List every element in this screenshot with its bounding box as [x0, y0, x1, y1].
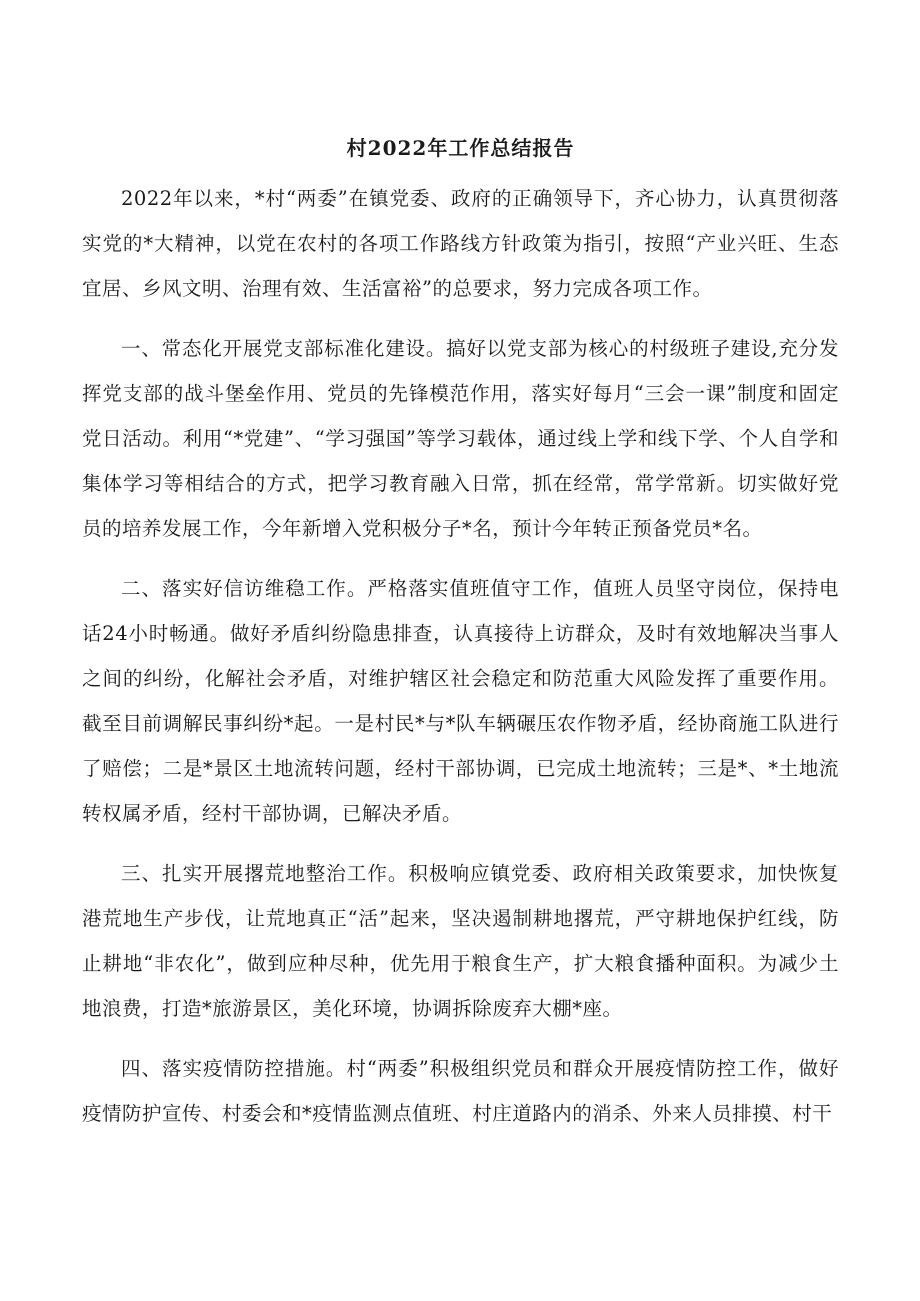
- paragraph-party-branch: 一、常态化开展党支部标准化建设。搞好以党支部为核心的村级班子建设,充分发挥党支部的战斗堡垒作用、党员的先锋模范作用，落实好每月“三会一课”制度和固定党日活动。利用“*党建”、“学习强国”等学习载体，通过线上学和线下学、个人自学和集体学习等相结合的方式，把学习教育融入日常，抓在经常，常学常新。切实做好党员的培养发展工作，今年新增入党积极分子*名，预计今年转正预备党员*名。: [82, 337, 839, 540]
- paragraph-petition-stability: 二、落实好信访维稳工作。严格落实值班值守工作，值班人员坚守岗位，保持电话24小时畅通。做好矛盾纠纷隐患排查，认真接待上访群众，及时有效地解决当事人之间的纠纷，化解社会矛盾，对维护辖区社会稳定和防范重大风险发挥了重要作用。截至目前调解民事纠纷*起。一是村民*与*队车辆碾压农作物矛盾，经协商施工队进行了赔偿；二是*景区土地流转问题，经村干部协调，已完成土地流转；三是*、*土地流转权属矛盾，经村干部协调，已解决矛盾。: [82, 577, 839, 825]
- document-title: 村2022年工作总结报告: [346, 136, 575, 160]
- document-page: [82, 128, 839, 1151]
- paragraph-epidemic-control: 四、落实疫情防控措施。村“两委”积极组织党员和群众开展疫情防控工作，做好疫情防护宣传、村委会和*疫情监测点值班、村庄道路内的消杀、外来人员排摸、村干: [82, 1057, 839, 1125]
- paragraph-abandoned-land: 三、扎实开展撂荒地整治工作。积极响应镇党委、政府相关政策要求，加快恢复港荒地生产步伐，让荒地真正“活”起来，坚决遏制耕地撂荒，严守耕地保护红线，防止耕地“非农化”，做到应种尽种，优先用于粮食生产，扩大粮食播种面积。为减少土地浪费，打造*旅游景区，美化环境，协调拆除废弃大棚*座。: [82, 862, 839, 1020]
- paragraph-intro: 2022年以来，*村“两委”在镇党委、政府的正确领导下，齐心协力，认真贯彻落实党的*大精神，以党在农村的各项工作路线方针政策为指引，按照“产业兴旺、生态宜居、乡风文明、治理有效、生活富裕”的总要求，努力完成各项工作。: [82, 187, 839, 300]
